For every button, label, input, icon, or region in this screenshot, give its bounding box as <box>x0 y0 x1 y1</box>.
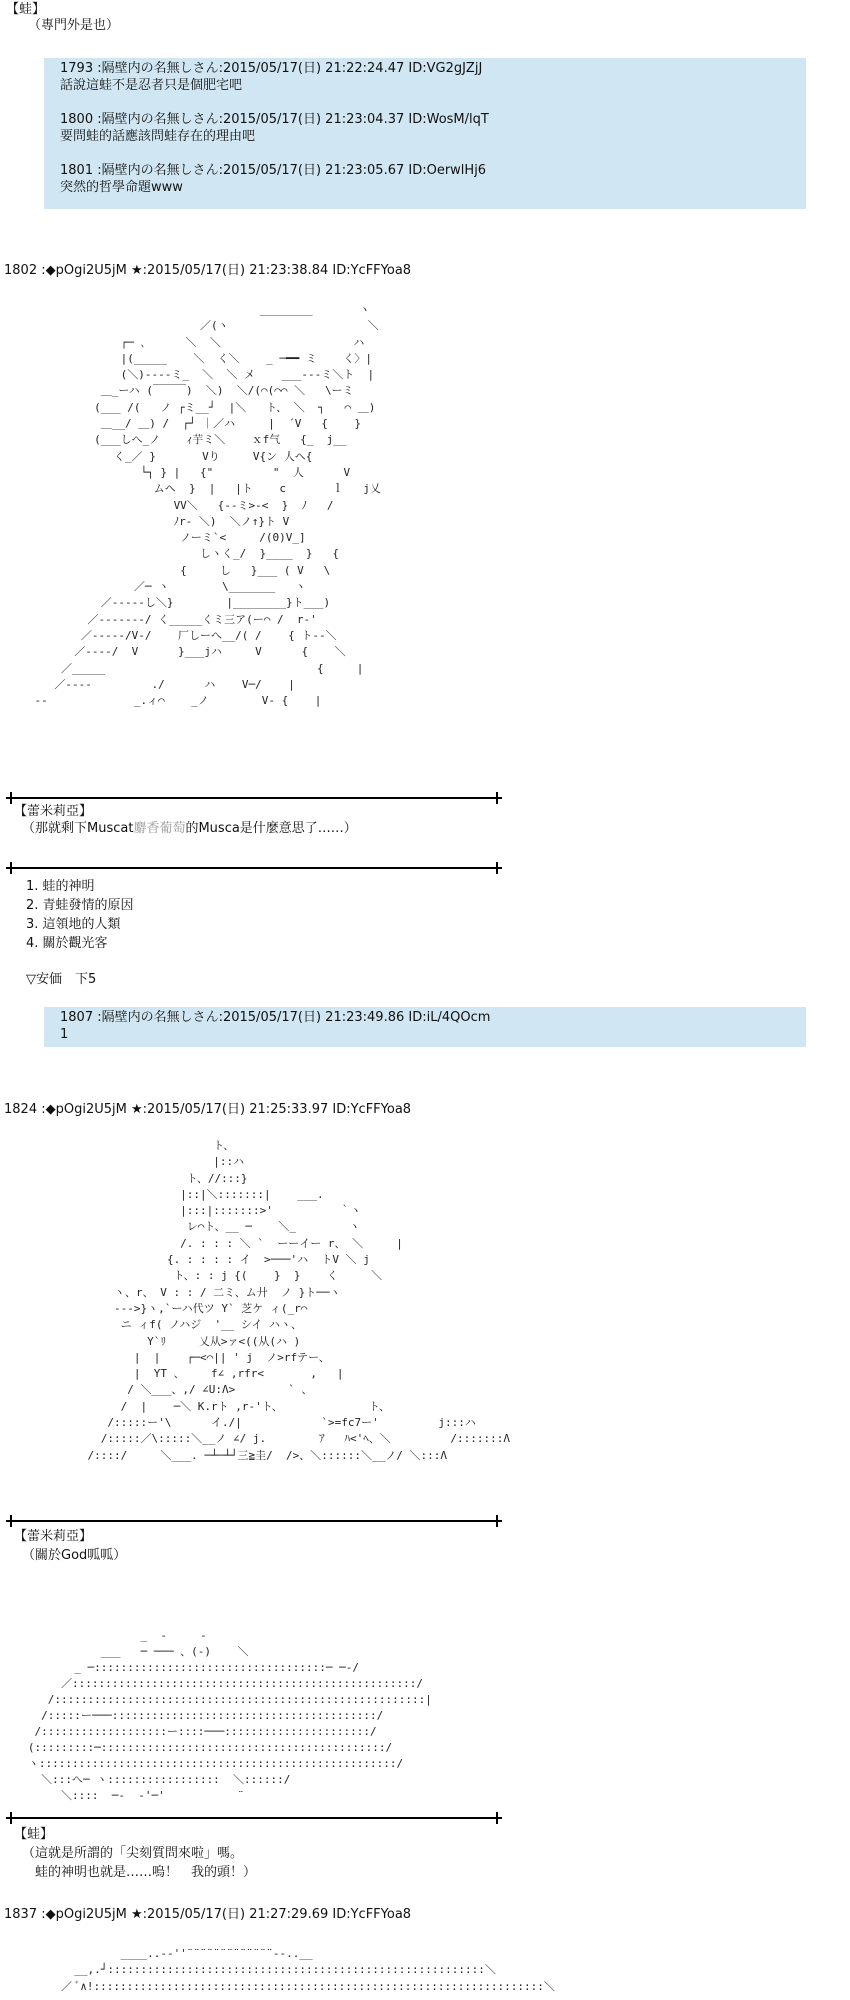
divider-rule <box>6 797 502 799</box>
quote-block-1 <box>44 58 806 209</box>
reply-1800-header: 1800 :隔壁内の名無しさん:2015/05/17(日) 21:23:04.37 ID:WosM/lqT <box>60 112 489 127</box>
reply-1807-header: 1807 :隔壁内の名無しさん:2015/05/17(日) 21:23:49.86 ID:iL/4QOcm <box>60 1010 491 1025</box>
choice-item: 2. 青蛙發情的原因 <box>26 898 134 913</box>
ascii-art-frog: _ - - ___ ─ ─── 、(-) ＼ _ ─:::::::::::::::::::::::::::::::::::─ ─-/ ／::::::::::::::::::::::::::::::::::::::::::::::::::::/ /::::::::::::::::::::::::::::::::::::::::::::::::::::::::| /:::::ー───::::::::::::::::::::::::::::::::::::::::/ /:::::::::::::::::::ー::::───::::::::::::::::::::::/ (:::::::::─:::::::::::::::::::::::::::::::::::::::::::/ ヽ::::::::::::::::::::::::::::::::::::::::::::::::::::::/ ＼:::へ─ ヽ::::::::::::::::: ＼::::::/ ＼:::: ─‐ ‐'─' ¨ <box>27 1629 432 1802</box>
divider-rule <box>6 867 502 869</box>
ascii-art-remilia-2: ト、 |::ハ ト、//:::} |::|＼:::::::| ___. |:::|:::::::>' ｀ヽ レ⌒ト、__ ─ ＼_ ヽ /. : : : ＼ ` ーーイー r、 ＼ | {. : : : : イ >───'ハ トV ＼ j ト、: : j {( } } く ＼ ヽ、r、 V : : / 二ミ、ム廾 ノ }ト──ヽ --->}ヽ,`ーハ代ツ Y` 芝ケ ィ(_r⌒ ニ ィf( ノハジ '__ シイ ハヽ、 Y`ﾘ 乂从>ァ<((从(ハ ) | | ┌─<⌒|| ' j ノ>rfテー、 | YT 、 f∠ ,rfr< , | / ＼___、,/ ∠U:Λ> ` 、 / | ─＼ K.rト ,r-'ト、 ト、 /:::::ー'\ イ./| `>=fc7ー' j:::ハ /:::::／\:::::＼__ノ ∠/ j. ｱ ﾊ<'ﾍ、＼ /:::::::Λ /::::/ ＼___. ─┴─┴┘三≧圭/ />、＼::::::＼__ノ/ ＼:::Λ <box>87 1139 510 1462</box>
intro-line: （專門外是也） <box>28 18 120 33</box>
reply-1807-text: 1 <box>60 1027 69 1042</box>
frog-speaker: 【蛙】 <box>14 1827 54 1842</box>
choice-item: 3. 這領地的人類 <box>26 917 121 932</box>
reply-1801-header: 1801 :隔壁内の名無しさん:2015/05/17(日) 21:23:05.67 ID:OerwlHj6 <box>60 163 487 178</box>
line-text-gray: 麝香葡萄 <box>133 821 186 836</box>
post-1837-header: 1837 :◆pOgi2U5jM ★:2015/05/17(日) 21:27:29.69 ID:YcFFYoa8 <box>4 1907 412 1922</box>
reply-1793-text: 話說這蛙不是忍者只是個肥宅吧 <box>60 78 243 93</box>
ascii-art-frog-2: ____..-‐''¨¨¨¨¨¨¨¨¨¨¨¨¨‐‐..__ __,.┘:::::::::::::::::::::::::::::::::::::::::::::::::::::::::＼ ／ ﾞ∧!::::::::::::::::::::::::::::::::::::::::::::::::::::::::::::::::::::＼ <box>60 1947 555 1993</box>
post-1802-line <box>22 820 357 837</box>
line-text-pre: （那就剩下Muscat <box>22 821 134 836</box>
reply-1793-header: 1793 :隔壁内の名無しさん:2015/05/17(日) 21:22:24.47 ID:VG2gJZjJ <box>60 61 483 76</box>
post-1802-speaker: 【蕾米莉亞】 <box>14 804 93 819</box>
frog-line-1: （這就是所謂的「尖刻質問來啦」嗎。 <box>22 1846 244 1861</box>
reply-1801-text: 突然的哲學命題www <box>60 180 183 195</box>
frog-line-2: 蛙的神明也就是……嗚！ 我的頭！） <box>22 1865 257 1880</box>
quote-block-2 <box>44 1007 806 1047</box>
vote-instruction: ▽安価 下5 <box>26 972 97 987</box>
choice-list <box>26 877 134 953</box>
post-1824-line: （關於God呱呱） <box>22 1548 127 1563</box>
intro-speaker: 【蛙】 <box>6 2 46 17</box>
divider-rule <box>6 1520 502 1522</box>
line-text-post: 的Musca是什麼意思了……） <box>185 821 357 836</box>
ascii-art-remilia-1: ________ ヽ ／(ヽ ＼ ┌─ ､ ＼ ＼ ハ |(_____ ＼ く＼ _ ─━━ ミ く〉| (＼)----ミ_ ＼ ＼ メ ___---ミ＼ト | ＿_ーハ (￣￣￣) ＼) ＼/(⌒(⌒⌒ ＼ \ーミ (___ /( ノ ┌ミ__┘ |＼ ト、 ＼ ┐ ⌒ ＿) ＿__/ ＿) / ┌┘ ｜／ハ | ´V { } (___しへ_ノ ｨ芋ミ＼ ｘf气 {_ j__ く_／ } Vり V{ン 人ヘ{ └┐ } | {" " 人 V ムヘ } | |ト c ｌ j乂 VV＼ {--ミ>-< } ﾉ / ﾉr‐ ＼) ＼ノ↑}ト V ノーミ`< /(0)V_] しヽく_/ }____ } { { し }___ ( V \ ／─ ヽ \_______ ヽ ／-----し＼} |________}ト___) ／-------/ く_____くミ三ア(ー⌒ / r‐' ／-----/V-/ 厂しーへ__/( / { ト--＼ ／----/ V }___jハ V { ＼ ／_____ { | ／---- ./ ハ V─/ | -- _.ィ⌒ _ノ V- { | <box>34 303 381 708</box>
reply-1800-text: 要問蛙的話應該問蛙存在的理由吧 <box>60 129 256 144</box>
post-1824-speaker: 【蕾米莉亞】 <box>14 1529 93 1544</box>
post-1824-header: 1824 :◆pOgi2U5jM ★:2015/05/17(日) 21:25:33.97 ID:YcFFYoa8 <box>4 1102 412 1117</box>
choice-item: 4. 關於觀光客 <box>26 936 108 951</box>
choice-item: 1. 蛙的神明 <box>26 879 95 894</box>
post-1802-header: 1802 :◆pOgi2U5jM ★:2015/05/17(日) 21:23:38.84 ID:YcFFYoa8 <box>4 263 412 278</box>
divider-rule <box>6 1817 502 1819</box>
